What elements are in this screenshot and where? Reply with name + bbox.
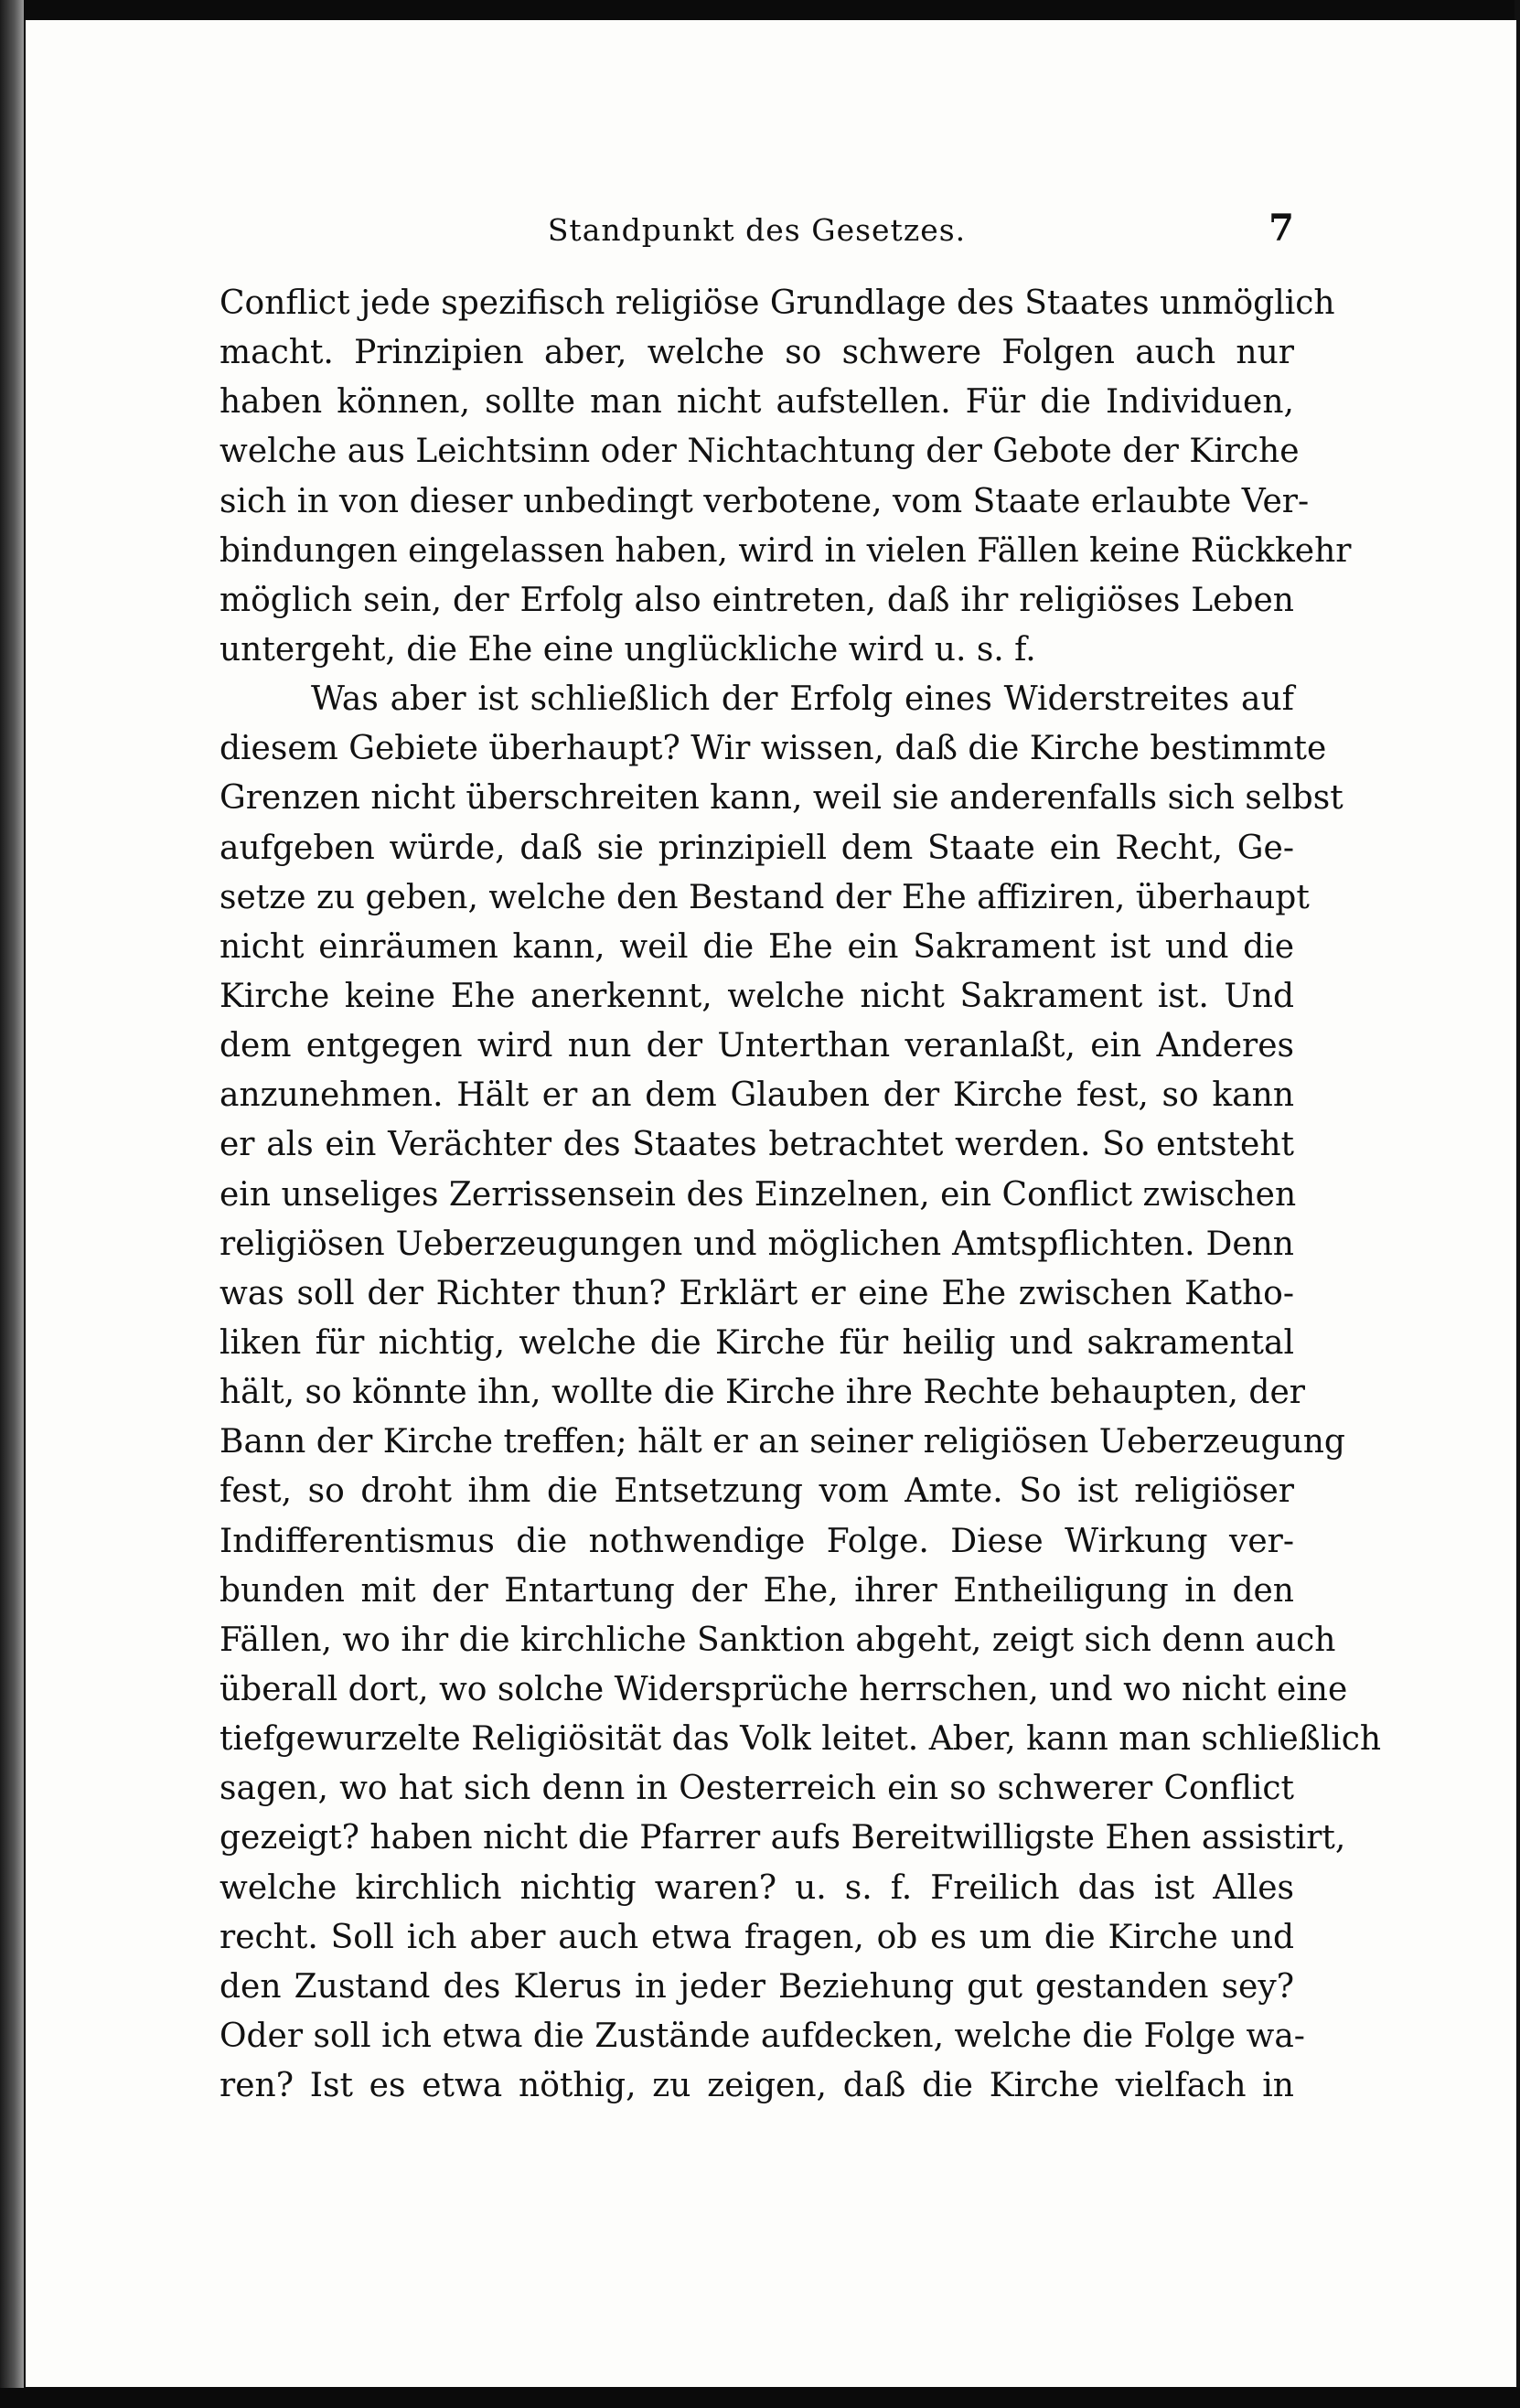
text-line: sagen, wo hat sich denn in Oesterreich ein so schwerer Conflict <box>219 1770 1294 1808</box>
text-line: Fällen, wo ihr die kirchliche Sanktion abgeht, zeigt sich denn auch <box>219 1621 1336 1659</box>
text-line: gezeigt? haben nicht die Pfarrer aufs Bereitwilligste Ehen assistirt, <box>219 1819 1346 1857</box>
text-line: ren? Ist es etwa nöthig, zu zeigen, daß die Kirche vielfach in <box>219 2067 1294 2105</box>
text-line: anzunehmen. Hält er an dem Glauben der Kirche fest, so kann <box>219 1076 1294 1115</box>
text-line: fest, so droht ihm die Entsetzung vom Amte. So ist religiöser <box>219 1472 1294 1511</box>
text-line: macht. Prinzipien aber, welche so schwere Folgen auch nur <box>219 334 1294 372</box>
text-line: Indifferentismus die nothwendige Folge. Diese Wirkung ver- <box>219 1522 1294 1560</box>
text-line: haben können, sollte man nicht aufstellen. Für die Individuen, <box>219 383 1294 422</box>
text-line: Bann der Kirche treffen; hält er an seiner religiösen Ueberzeugung <box>219 1423 1345 1461</box>
text-line: überall dort, wo solche Widersprüche herrschen, und wo nicht eine <box>219 1670 1348 1708</box>
text-line: Kirche keine Ehe anerkennt, welche nicht Sakrament ist. Und <box>219 977 1294 1015</box>
text-line: den Zustand des Klerus in jeder Beziehung gut gestanden sey? <box>219 1967 1294 2006</box>
text-line: Conflict jede spezifisch religiöse Grundlage des Staates unmöglich <box>219 284 1335 322</box>
text-line: sich in von dieser unbedingt verbotene, vom Staate erlaubte Ver- <box>219 482 1310 520</box>
text-line: möglich sein, der Erfolg also eintreten, daß ihr religiöses Leben <box>219 581 1294 619</box>
text-line: bindungen eingelassen haben, wird in vielen Fällen keine Rückkehr <box>219 531 1352 570</box>
text-line: untergeht, die Ehe eine unglückliche wird u. s. f. <box>219 630 1036 669</box>
running-head: Standpunkt des Gesetzes. <box>547 212 967 248</box>
text-line: hält, so könnte ihn, wollte die Kirche ihre Rechte behaupten, der <box>219 1374 1305 1412</box>
body-text <box>219 279 1382 2111</box>
text-line: welche kirchlich nichtig waren? u. s. f. Freilich das ist Alles <box>219 1868 1294 1907</box>
text-line: liken für nichtig, welche die Kirche für heilig und sakramental <box>219 1323 1294 1362</box>
text-line: religiösen Ueberzeugungen und möglichen Amtspflichten. Denn <box>219 1225 1294 1263</box>
text-line: recht. Soll ich aber auch etwa fragen, ob es um die Kirche und <box>219 1918 1294 1956</box>
text-line: setze zu geben, welche den Bestand der Ehe affiziren, überhaupt <box>219 878 1310 916</box>
text-line: Was aber ist schließlich der Erfolg eines Widerstreites auf <box>311 680 1294 719</box>
text-line: Grenzen nicht überschreiten kann, weil sie anderenfalls sich selbst <box>219 779 1343 818</box>
text-line: aufgeben würde, daß sie prinzipiell dem Staate ein Recht, Ge- <box>219 829 1294 867</box>
scan-bottom-edge <box>0 2388 1520 2408</box>
text-line: diesem Gebiete überhaupt? Wir wissen, daß die Kirche bestimmte <box>219 730 1327 768</box>
text-line: Oder soll ich etwa die Zustände aufdecken, welche die Folge wa- <box>219 2017 1305 2055</box>
scan-left-edge <box>0 0 24 2408</box>
page-header <box>219 207 1294 267</box>
text-line: ein unseliges Zerrissensein des Einzelnen, ein Conflict zwischen <box>219 1175 1297 1214</box>
text-line: dem entgegen wird nun der Unterthan veranlaßt, ein Anderes <box>219 1027 1294 1065</box>
text-line: bunden mit der Entartung der Ehe, ihrer Entheiligung in den <box>219 1571 1294 1610</box>
text-line: er als ein Verächter des Staates betrachtet werden. So entsteht <box>219 1126 1294 1164</box>
text-line: nicht einräumen kann, weil die Ehe ein Sakrament ist und die <box>219 927 1294 966</box>
text-line: tiefgewurzelte Religiösität das Volk leitet. Aber, kann man schließlich <box>219 1720 1382 1759</box>
page-number: 7 <box>1268 207 1294 250</box>
text-line: was soll der Richter thun? Erklärt er eine Ehe zwischen Katho- <box>219 1274 1294 1312</box>
text-line: welche aus Leichtsinn oder Nichtachtung der Gebote der Kirche <box>219 433 1300 471</box>
